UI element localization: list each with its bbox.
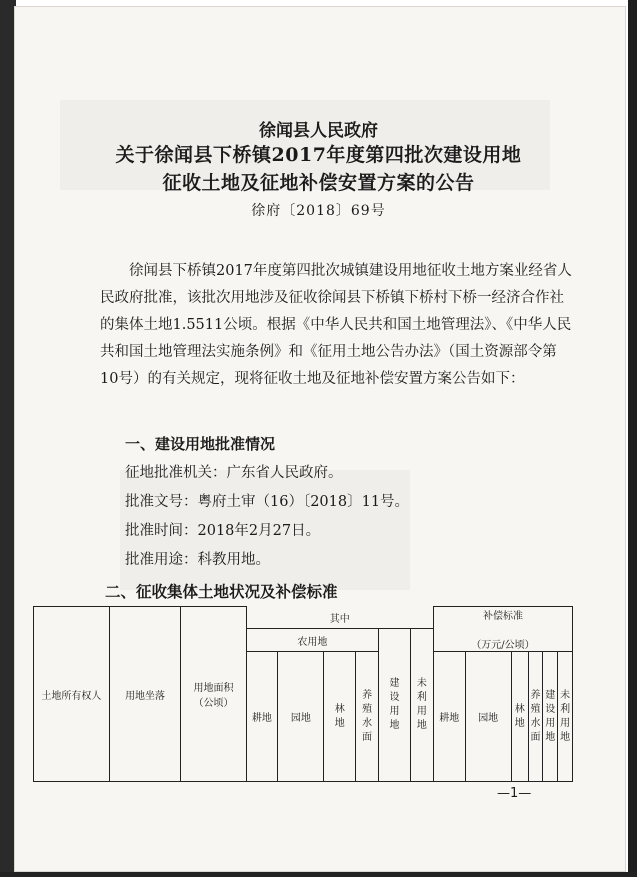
land-compensation-table [33,606,573,782]
scan-edge-bottom [0,872,637,877]
comp-aquaculture: 养殖水面 [528,652,543,782]
approval-document: 批准文号：粤府土审（16）〔2018〕11号。 [125,494,410,510]
page-number: —1— [497,786,532,801]
notice-title-line1: 关于徐闻县下桥镇2017年度第四批次建设用地 [115,144,522,166]
header-farmland: 农用地 [246,629,379,652]
header-garden: 园地 [278,652,324,782]
header-cultivated: 耕地 [246,652,278,782]
issuing-organization: 徐闻县人民政府 [259,121,378,141]
header-area: 用地面积（公顷） [181,607,246,782]
header-compensation-group [433,607,572,652]
comp-unused: 未利用地 [558,652,573,782]
comp-forest: 林地 [511,652,528,782]
header-owner: 土地所有权人 [34,607,110,782]
header-of-which: 其中 [246,607,433,629]
intro-paragraph [100,258,575,393]
comp-construction: 建设用地 [543,652,558,782]
header-construction: 建设用地 [379,629,411,782]
approval-use: 批准用途：科教用地。 [125,552,270,568]
comp-cultivated: 耕地 [433,652,465,782]
header-location: 用地坐落 [109,607,181,782]
notice-title-line2: 征收土地及征地补偿安置方案的公告 [162,172,475,194]
header-aquaculture: 养殖水面 [356,652,379,782]
header-forest: 林地 [324,652,356,782]
compensation-label: 补偿标准 [482,611,523,622]
compensation-unit: （万元/公顷） [471,640,535,651]
document-number: 徐府〔2018〕69号 [251,203,386,219]
section-heading-approval: 一、建设用地批准情况 [125,435,276,453]
section-heading-land-status: 二、征收集体土地状况及补偿标准 [105,583,338,601]
comp-garden: 园地 [465,652,511,782]
intro-text: 徐闻县下桥镇2017年度第四批次城镇建设用地征收土地方案业经省人民政府批准，该批次用地涉及征收徐闻县下桥镇下桥村下桥一经济合作社的集体土地1.5511公顷。根据《中华人民共和国土地管理法》、《中华人民共和国土地管理法实施条例》和《征用土地公告办法》（国土资源部令第10号）的有关规定，现将征收土地及征地补偿安置方案公告如下： [100,263,572,387]
header-unused: 未利用地 [410,629,433,782]
approval-time: 批准时间：2018年2月27日。 [125,523,321,539]
approval-authority: 征地批准机关：广东省人民政府。 [125,465,343,481]
